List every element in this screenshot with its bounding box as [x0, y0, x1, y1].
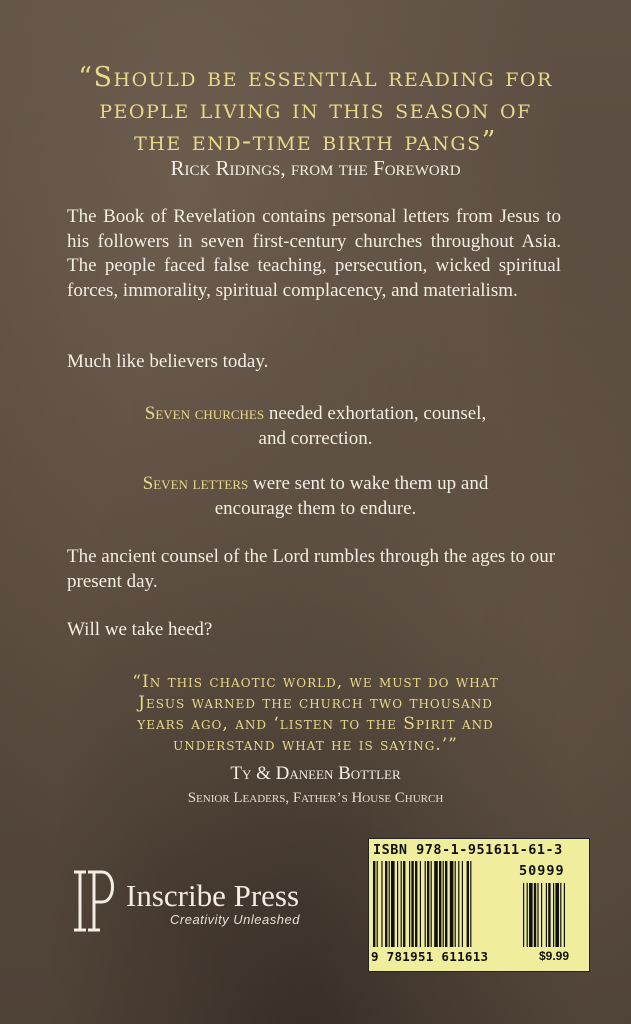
barcode-bar [455, 861, 456, 947]
seven-churches-highlight: Seven churches [144, 403, 265, 424]
barcode-bar [523, 883, 524, 947]
barcode-bar [377, 861, 378, 947]
publisher-logo [70, 868, 340, 938]
barcode-bar [431, 861, 432, 947]
description-paragraph-1: The Book of Revelation contains personal letters from Jesus to his followers in seven first-century churches throughout Asia. The people faced false teaching, persecution, wicked spiritual forces, immorality, spiritual complacency, and materialism. [67, 206, 561, 301]
barcode-bar [527, 883, 528, 947]
endorsement-attribution-top: Rick Ridings, from the Foreword [170, 156, 461, 180]
barcode-bar [534, 883, 536, 947]
barcode-bar [420, 861, 421, 947]
quote-line: “Should be essential reading for [78, 62, 553, 93]
quote-line: the end-time birth pangs” [134, 126, 497, 157]
letters-text-2: encourage them to endure. [214, 498, 417, 519]
ip-monogram-icon [70, 868, 120, 934]
barcode-bar [389, 861, 390, 947]
barcode-bar [541, 883, 542, 947]
barcode-bar [564, 883, 565, 947]
barcode-bar [381, 861, 382, 947]
price: $9.99 [539, 949, 570, 963]
barcode-bar [439, 861, 441, 947]
endorsement-quote-top [0, 62, 631, 158]
description-paragraph-4: Will we take heed? [67, 619, 213, 640]
barcode-bar [391, 861, 395, 947]
churches-text: needed exhortation, counsel, [264, 403, 487, 424]
barcode-bar [443, 861, 444, 947]
barcode-bar [470, 861, 471, 947]
endorser-name: Ty & Daneen Bottler [230, 763, 401, 784]
seven-churches-block [60, 401, 571, 451]
barcode-bar [425, 861, 426, 947]
barcode-bar [415, 861, 417, 947]
barcode-bar [553, 883, 554, 947]
barcode-bar [537, 883, 538, 947]
isbn-barcode [368, 838, 590, 972]
seven-letters-block [60, 471, 571, 521]
barcode-bar [560, 883, 561, 947]
endorsement-quote-bottom [0, 672, 631, 756]
barcode-bar [467, 861, 469, 947]
barcode-bar [546, 883, 547, 947]
barcode-bar [548, 883, 550, 947]
barcode-bar [373, 861, 375, 947]
barcode-bar [458, 861, 459, 947]
barcode-bar [411, 861, 413, 947]
publisher-name: Inscribe Press [126, 878, 300, 913]
quote-line: understand what he is saying.’” [173, 735, 458, 755]
publisher-tagline: Creativity Unleashed [170, 912, 300, 927]
barcode-bar [445, 861, 447, 947]
barcode-bar [529, 883, 533, 947]
quote-line: people living in this season of [99, 94, 532, 125]
barcode-bar [434, 861, 438, 947]
letters-text: were sent to wake them up and [248, 473, 489, 494]
isbn-digits: 9 781951 611613 [371, 949, 489, 964]
description-paragraph-2: Much like believers today. [67, 351, 269, 372]
churches-text-2: and correction. [258, 428, 373, 449]
description-paragraph-3: The ancient counsel of the Lord rumbles through the ages to our present day. [67, 546, 556, 592]
price-code: 50999 [519, 863, 565, 879]
barcode-bar [462, 861, 463, 947]
quote-line: Jesus warned the church two thousand [138, 693, 493, 713]
barcode-bar [427, 861, 429, 947]
barcode-bar [385, 861, 387, 947]
barcode-bar [403, 861, 405, 947]
quote-line: “In this chaotic world, we must do what [132, 672, 499, 692]
quote-line: years ago, and ‘listen to the Spirit and [137, 714, 494, 734]
barcode-bar [555, 883, 559, 947]
isbn-label: ISBN 978-1-951611-61-3 [373, 842, 563, 858]
seven-letters-highlight: Seven letters [142, 473, 249, 494]
endorser-role: Senior Leaders, Father’s House Church [187, 790, 444, 806]
barcode-bar [450, 861, 454, 947]
barcode-bar [409, 861, 410, 947]
barcode-bar [401, 861, 402, 947]
barcode-bar [397, 861, 398, 947]
